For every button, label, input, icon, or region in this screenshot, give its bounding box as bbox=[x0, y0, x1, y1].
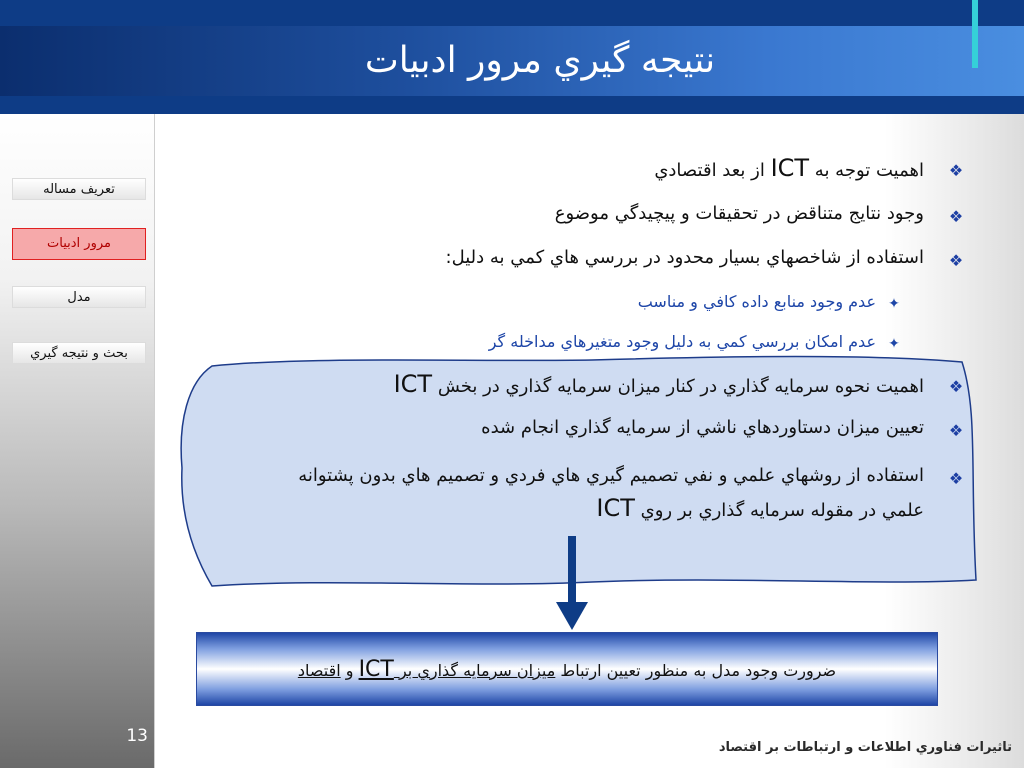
conclusion-box: ضرورت وجود مدل به منظور تعيين ارتباط ميزان سرمايه گذاري بر ICT و اقتصاد bbox=[196, 632, 938, 706]
footer-text: تاثيرات فناوري اطلاعات و ارتباطات بر اقتصاد bbox=[718, 740, 1012, 755]
four-point-star-icon: ✦ bbox=[888, 336, 900, 352]
diamond-cluster-icon: ❖ bbox=[948, 207, 964, 226]
diamond-cluster-icon: ❖ bbox=[948, 161, 964, 180]
top-strip bbox=[0, 0, 1024, 26]
diamond-cluster-icon: ❖ bbox=[948, 377, 964, 396]
cloud-bullet-item: ❖ استفاده از روشهاي علمي و نفي تصميم گيري هاي فردي و تصميم هاي بدون پشتوانه علمي در مقوله سرمايه گذاري بر روي ICT bbox=[190, 460, 966, 527]
diamond-cluster-icon: ❖ bbox=[948, 469, 964, 488]
page-number: 13 bbox=[126, 726, 148, 746]
four-point-star-icon: ✦ bbox=[888, 296, 900, 312]
cloud-bullet-item: ❖ تعيين ميزان دستاوردهاي ناشي از سرمايه گذاري انجام شده bbox=[190, 416, 966, 440]
diamond-cluster-icon: ❖ bbox=[948, 421, 964, 440]
slide-title: نتيجه گيري مرور ادبيات bbox=[364, 40, 716, 81]
sub-bullet-item: ✦ عدم وجود منابع داده كافي و مناسب bbox=[190, 290, 966, 314]
nav-item-discussion-conclusion[interactable]: بحث و نتيجه گيري bbox=[12, 342, 146, 364]
nav-item-model[interactable]: مدل bbox=[12, 286, 146, 308]
diamond-cluster-icon: ❖ bbox=[948, 251, 964, 270]
bullet-item: ❖ استفاده از شاخصهاي بسيار محدود در بررسي هاي كمي به دليل: bbox=[190, 246, 966, 270]
sub-bullet-item: ✦ عدم امكان بررسي كمي به دليل وجود متغيرهاي مداخله گر bbox=[190, 330, 966, 354]
nav-item-literature-review[interactable]: مرور ادبيات bbox=[12, 228, 146, 260]
bullet-item: ❖ اهميت توجه به ICT از بعد اقتصادي bbox=[190, 156, 966, 183]
cloud-bullet-item: ❖ اهميت نحوه سرمايه گذاري در كنار ميزان سرمايه گذاري در بخش ICT bbox=[190, 372, 966, 399]
sidebar bbox=[0, 114, 155, 768]
nav-item-problem-definition[interactable]: تعريف مساله bbox=[12, 178, 146, 200]
bullet-item: ❖ وجود نتايج متناقض در تحقيقات و پيچيدگي موضوع bbox=[190, 202, 966, 226]
title-bottom-band bbox=[0, 96, 1024, 114]
down-arrow-icon bbox=[552, 536, 592, 632]
